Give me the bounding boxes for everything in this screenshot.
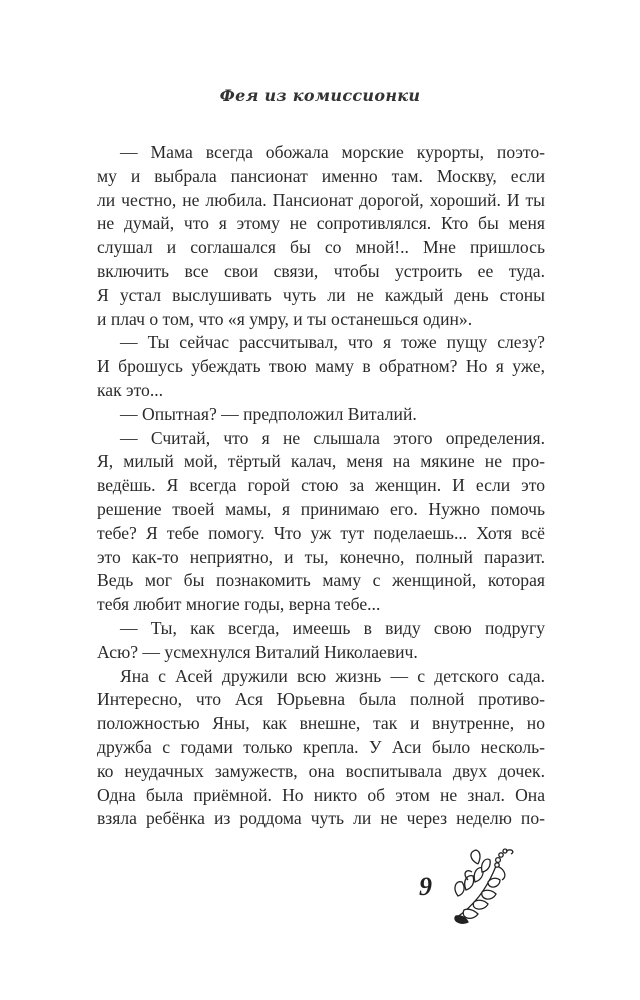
text-line: не думай, что я этому не сопротивлялся. Кто бы меня xyxy=(97,213,545,234)
text-line: ведёшь. Я всегда горой стою за женщин. И если это xyxy=(97,475,545,496)
text-line: Асю? — усмехнулся Виталий Николаевич. xyxy=(97,641,418,662)
page-number: 9 xyxy=(419,872,432,901)
text-line: — Считай, что я не слышала этого определения. xyxy=(120,427,545,448)
text-line: Яна с Асей дружили всю жизнь — с детского сада. xyxy=(120,665,545,686)
text-line: тебе? Я тебе помогу. Что уж тут поделаешь... Хотя всё xyxy=(97,522,545,543)
text-line: тебя любит многие годы, верна тебе... xyxy=(97,594,381,615)
body-text xyxy=(97,141,545,831)
text-line: решение твоей мамы, я принимаю его. Нужно помочь xyxy=(97,498,545,519)
text-line: это как-то неприятно, и ты, конечно, полный паразит. xyxy=(97,546,545,567)
text-line: И брошусь убеждать твою маму в обратном? Но я уже, xyxy=(97,356,545,377)
text-line: Интересно, что Ася Юрьевна была полной противо- xyxy=(97,689,545,710)
text-line: — Ты сейчас рассчитывал, что я тоже пущу слезу? xyxy=(120,332,545,353)
text-line: как это... xyxy=(97,379,164,400)
text-line: — Опытная? — предположил Виталий. xyxy=(120,403,417,424)
text-line: взяла ребёнка из роддома чуть ли не через неделю по- xyxy=(97,808,545,829)
floral-branch-icon xyxy=(448,846,516,928)
text-line: и плач о том, что «я умру, и ты останешься один». xyxy=(97,308,473,329)
text-line: ли честно, не любила. Пансионат дорогой, хороший. И ты xyxy=(97,189,545,210)
text-line: дружба с годами только крепла. У Аси было несколь- xyxy=(97,736,545,757)
text-line: — Ты, как всегда, имеешь в виду свою подругу xyxy=(120,617,545,638)
text-line: Я устал выслушивать чуть ли не каждый день стоны xyxy=(97,284,545,305)
text-line: Я, милый мой, тёртый калач, меня на мякине не про- xyxy=(97,451,545,472)
text-line: Ведь мог бы познакомить маму с женщиной, которая xyxy=(97,570,545,591)
text-line: му и выбрала пансионат именно там. Москву, если xyxy=(97,165,545,186)
text-line: — Мама всегда обожала морские курорты, поэто- xyxy=(120,142,545,162)
text-line: положностью Яны, как внешне, так и внутренне, но xyxy=(97,713,545,734)
running-title: Фея из комиссионки xyxy=(219,86,421,105)
text-line: Одна была приёмной. Но никто об этом не знал. Она xyxy=(97,784,545,805)
text-line: включить все свои связи, чтобы устроить ее туда. xyxy=(97,260,545,281)
text-line: ко неудачных замужеств, она воспитывала двух дочек. xyxy=(97,760,545,781)
text-line: слушал и соглашался бы со мной!.. Мне пришлось xyxy=(97,237,545,258)
